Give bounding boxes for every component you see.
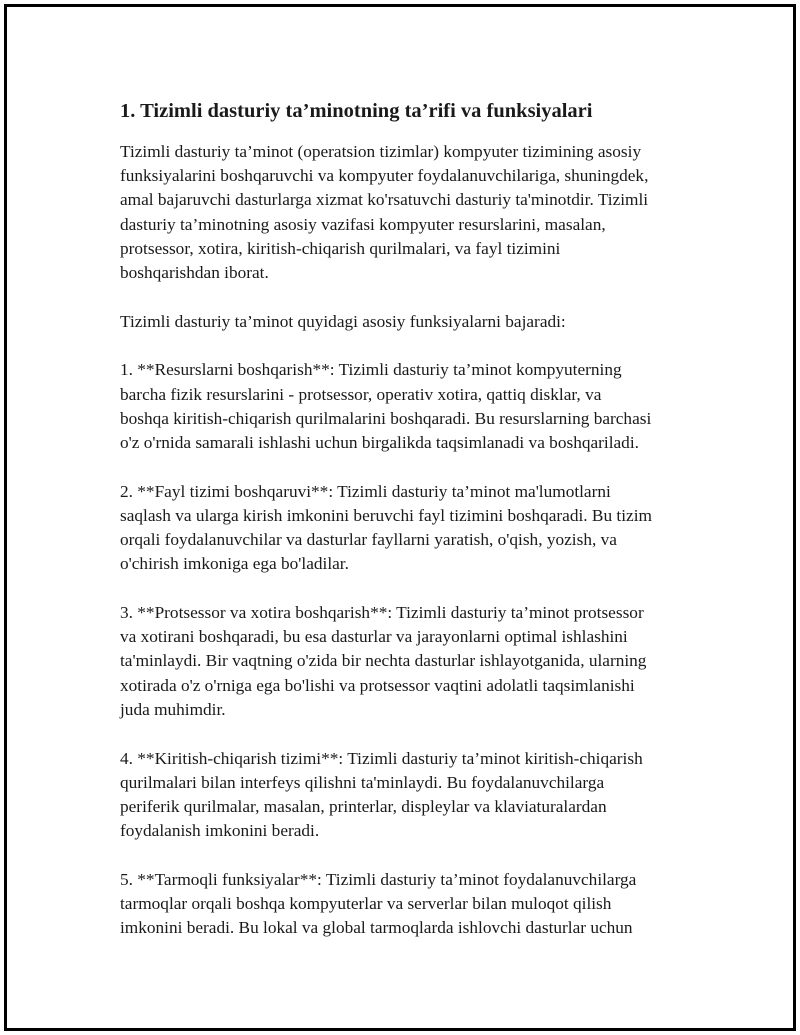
text-line: dasturiy ta’minotning asosiy vazifasi kompyuter resurslarini, masalan, [120, 214, 606, 234]
section-title: 1. Tizimli dasturiy ta’minotning ta’rifi va funksiyalari [120, 100, 593, 122]
page-frame [4, 4, 796, 1031]
text-line: 4. **Kiritish-chiqarish tizimi**: Tizimli dasturiy ta’minot kiritish-chiqarish [120, 748, 643, 768]
text-line: orqali foydalanuvchilar va dasturlar fayllarni yaratish, o'qish, yozish, va [120, 530, 617, 550]
paragraph [120, 358, 700, 455]
text-line: boshqa kiritish-chiqarish qurilmalarini boshqaradi. Bu resurslarning barchasi [120, 408, 652, 428]
text-line: boshqarishdan iborat. [120, 263, 269, 283]
text-line: xotirada o'z o'rniga ega bo'lishi va protsessor vaqtini adolatli taqsimlanishi [120, 675, 635, 695]
text-line: tarmoqlar orqali boshqa kompyuterlar va serverlar bilan muloqot qilish [120, 894, 612, 914]
text-line: imkonini beradi. Bu lokal va global tarmoqlarda ishlovchi dasturlar uchun [120, 918, 633, 938]
text-line: funksiyalarini boshqaruvchi va kompyuter foydalanuvchilariga, shuningdek, [120, 166, 649, 186]
text-line: foydalanish imkonini beradi. [120, 821, 320, 841]
text-line: Tizimli dasturiy ta’minot quyidagi asosiy funksiyalarni bajaradi: [120, 311, 566, 331]
text-line: va xotirani boshqaradi, bu esa dasturlar va jarayonlarni optimal ishlashini [120, 627, 628, 647]
text-line: saqlash va ularga kirish imkonini beruvchi fayl tizimini boshqaradi. Bu tizim [120, 505, 652, 525]
text-line: periferik qurilmalar, masalan, printerlar, displeylar va klaviaturalardan [120, 796, 607, 816]
text-line: juda muhimdir. [120, 699, 226, 719]
text-line: o'chirish imkoniga ega bo'ladilar. [120, 554, 349, 574]
document-body [120, 97, 700, 965]
text-line: amal bajaruvchi dasturlarga xizmat ko'rsatuvchi dasturiy ta'minotdir. Tizimli [120, 190, 649, 210]
text-line: 2. **Fayl tizimi boshqaruvi**: Tizimli dasturiy ta’minot ma'lumotlarni [120, 481, 611, 501]
text-line: 3. **Protsessor va xotira boshqarish**: Tizimli dasturiy ta’minot protsessor [120, 603, 644, 623]
text-line: 5. **Tarmoqli funksiyalar**: Tizimli dasturiy ta’minot foydalanuvchilarga [120, 869, 637, 889]
text-line: qurilmalari bilan interfeys qilishni ta'minlaydi. Bu foydalanuvchilarga [120, 772, 605, 792]
paragraph-list [120, 140, 700, 940]
text-line: ta'minlaydi. Bir vaqtning o'zida bir nechta dasturlar ishlayotganida, ularning [120, 651, 647, 671]
text-line: o'z o'rnida samarali ishlashi uchun birgalikda taqsimlanadi va boshqariladi. [120, 433, 639, 453]
paragraph [120, 480, 700, 577]
paragraph [120, 601, 700, 722]
paragraph [120, 140, 700, 285]
text-line: 1. **Resurslarni boshqarish**: Tizimli dasturiy ta’minot kompyuterning [120, 360, 622, 380]
text-line: barcha fizik resurslarini - protsessor, operativ xotira, qattiq disklar, va [120, 384, 602, 404]
paragraph [120, 868, 700, 941]
text-line: protsessor, xotira, kiritish-chiqarish qurilmalari, va fayl tizimini [120, 238, 561, 258]
paragraph [120, 310, 700, 334]
paragraph [120, 747, 700, 844]
text-line: Tizimli dasturiy ta’minot (operatsion tizimlar) kompyuter tizimining asosiy [120, 142, 642, 161]
